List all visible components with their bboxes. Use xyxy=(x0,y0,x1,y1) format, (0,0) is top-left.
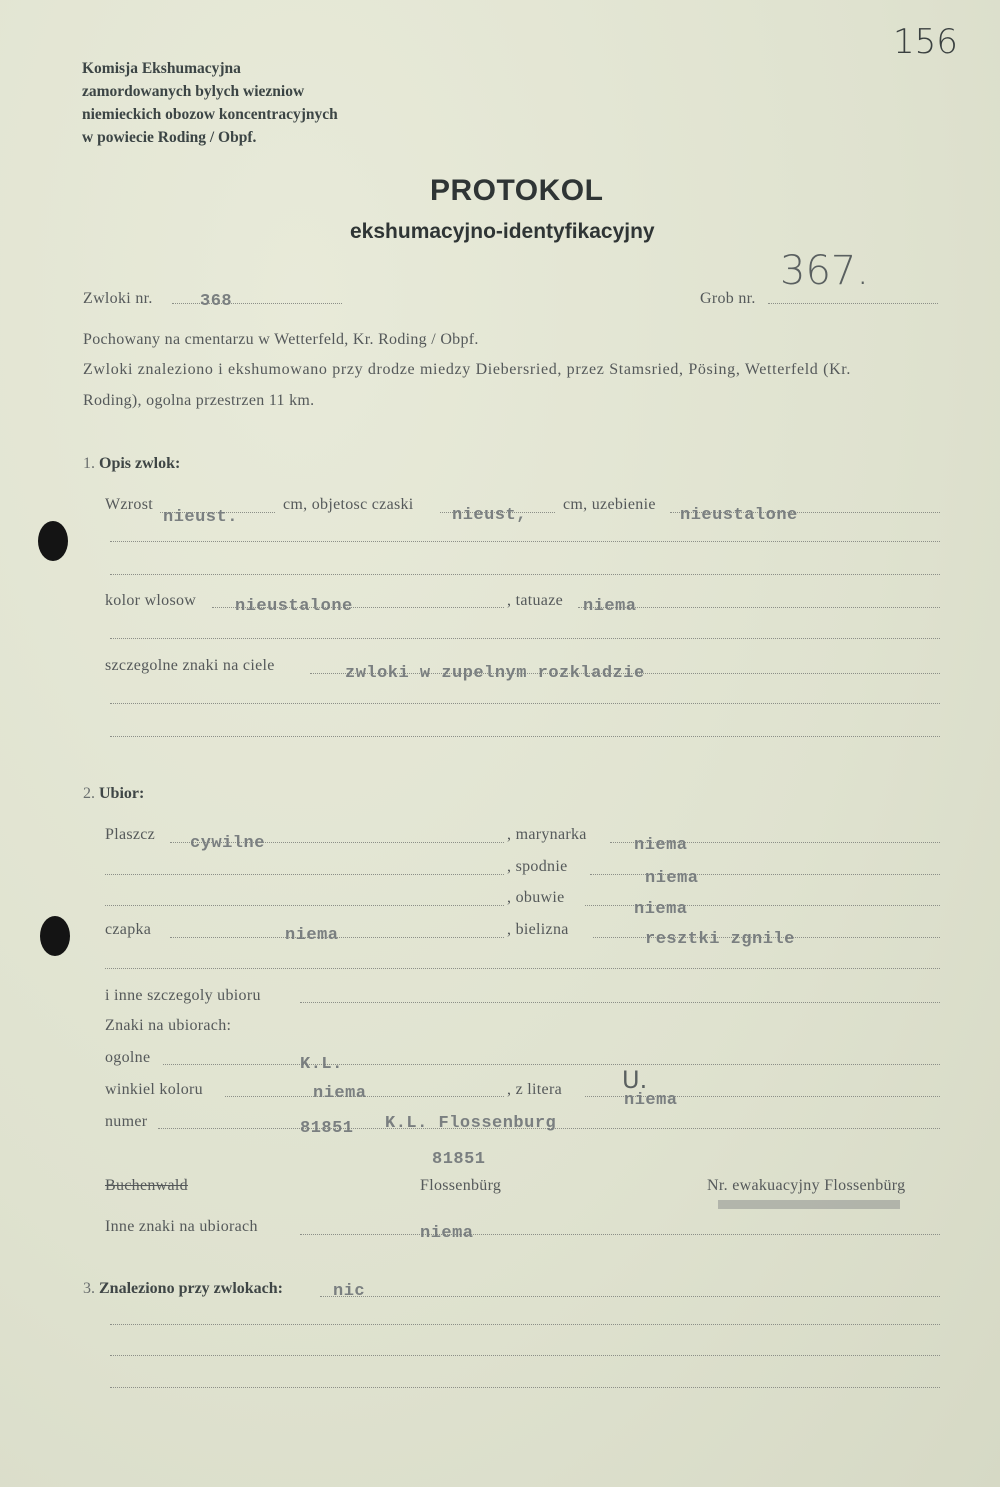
spodnie-label: , spodnie xyxy=(507,858,568,875)
document-title: PROTOKOL xyxy=(430,174,604,207)
section-3-title: Znaleziono przy zwlokach: xyxy=(99,1280,283,1297)
header-line-3: niemieckich obozow koncentracyjnych xyxy=(82,106,338,123)
znaleziono-line-3 xyxy=(110,1355,940,1356)
z-litera-handwritten: U. xyxy=(622,1066,648,1094)
ogolne-line xyxy=(163,1064,940,1065)
header-line-1: Komisja Ekshumacyjna xyxy=(82,60,241,77)
punch-hole-bottom xyxy=(40,916,70,956)
grob-label: Grob nr. xyxy=(700,290,756,307)
kolor-wlosow-label: kolor wlosow xyxy=(105,592,197,609)
flossenburg-label: Flossenbürg xyxy=(420,1177,502,1194)
znaleziono-line-2 xyxy=(110,1324,940,1325)
marynarka-label: , marynarka xyxy=(507,826,587,843)
uzebienie-value: nieustalone xyxy=(680,506,798,525)
opis-extra-line-3 xyxy=(110,638,940,639)
czaska-value: nieust, xyxy=(452,506,527,525)
kolor-wlosow-value: nieustalone xyxy=(235,597,353,616)
ubior-blank-line-2 xyxy=(105,905,504,906)
opis-extra-line-4 xyxy=(110,703,940,704)
znaleziono-value: nic xyxy=(333,1282,366,1301)
zwloki-value: 368 xyxy=(200,292,233,311)
ogolne-label: ogolne xyxy=(105,1049,151,1066)
numer-second-value: 81851 xyxy=(432,1150,486,1169)
zwloki-label: Zwloki nr. xyxy=(83,290,153,307)
czapka-value: niema xyxy=(285,926,339,945)
ubior-blank-line-3 xyxy=(105,968,940,969)
ogolne-value: K.L. xyxy=(300,1055,343,1074)
inne-szczegoly-label: i inne szczegoly ubioru xyxy=(105,987,261,1004)
header-line-4: w powiecie Roding / Obpf. xyxy=(82,129,257,146)
inne-znaki-value: niema xyxy=(420,1224,474,1243)
plaszcz-value: cywilne xyxy=(190,834,265,853)
winkiel-koloru-label: winkiel koloru xyxy=(105,1081,203,1098)
section-1-title: Opis zwlok: xyxy=(99,455,181,472)
ewakuacyjny-label: Nr. ewakuacyjny Flossenbürg xyxy=(707,1177,906,1194)
section-2-number: 2. xyxy=(83,785,95,802)
section-1-heading xyxy=(83,455,180,473)
inne-znaki-label: Inne znaki na ubiorach xyxy=(105,1218,258,1235)
znaleziono-text-2: Roding), ogolna przestrzen 11 km. xyxy=(83,392,315,409)
z-litera-value: niema xyxy=(624,1091,678,1110)
wzrost-value: nieust. xyxy=(163,508,238,527)
section-3-number: 3. xyxy=(83,1280,95,1297)
cm-czaska-label: cm, objetosc czaski xyxy=(283,496,414,513)
znaleziono-text-1: Zwloki znaleziono i ekshumowano przy drodze miedzy Diebersried, przez Stamsried, Pösing, Wetterfeld (Kr. xyxy=(83,361,852,378)
szczegolne-znaki-label: szczegolne znaki na ciele xyxy=(105,657,275,674)
spodnie-line xyxy=(590,874,940,875)
opis-extra-line-5 xyxy=(110,736,940,737)
bielizna-value: resztki zgnile xyxy=(645,930,795,949)
wzrost-label: Wzrost xyxy=(105,496,154,513)
zwloki-line xyxy=(172,303,342,304)
tatuaze-value: niema xyxy=(583,597,637,616)
cm-uzebienie-label: cm, uzebienie xyxy=(563,496,656,513)
section-2-heading xyxy=(83,785,144,803)
buchenwald-label: Buchenwald xyxy=(105,1177,188,1194)
winkiel-koloru-value: niema xyxy=(313,1084,367,1103)
znaki-na-ubiorach-label: Znaki na ubiorach: xyxy=(105,1017,232,1034)
czapka-label: czapka xyxy=(105,921,152,938)
document-subtitle: ekshumacyjno-identyfikacyjny xyxy=(350,220,655,243)
obuwie-value: niema xyxy=(634,900,688,919)
szczegolne-znaki-value: zwloki w zupelnym rozkladzie xyxy=(345,664,645,683)
inne-znaki-line xyxy=(300,1234,940,1235)
ewakuacyjny-redacted xyxy=(718,1200,900,1209)
section-1-number: 1. xyxy=(83,455,95,472)
opis-extra-line-1 xyxy=(110,541,940,542)
section-2-title: Ubior: xyxy=(99,785,145,802)
ubior-blank-line-1 xyxy=(105,874,504,875)
opis-extra-line-2 xyxy=(110,574,940,575)
spodnie-value: niema xyxy=(645,869,699,888)
inne-szczegoly-line xyxy=(300,1002,940,1003)
numer-value: 81851 xyxy=(300,1119,354,1138)
obuwie-label: , obuwie xyxy=(507,889,565,906)
page-number: 156 xyxy=(893,22,958,62)
z-litera-label: , z litera xyxy=(507,1081,562,1098)
pochowany-text: Pochowany na cmentarzu w Wetterfeld, Kr. Roding / Obpf. xyxy=(83,331,479,348)
section-3-heading xyxy=(83,1280,283,1298)
grob-line xyxy=(768,303,938,304)
marynarka-value: niema xyxy=(634,836,688,855)
znaleziono-line-4 xyxy=(110,1387,940,1388)
tatuaze-label: , tatuaze xyxy=(507,592,563,609)
punch-hole-top xyxy=(38,521,68,561)
numer-label: numer xyxy=(105,1113,148,1130)
znaleziono-line-1 xyxy=(320,1296,940,1297)
header-line-2: zamordowanych bylych wiezniow xyxy=(82,83,305,100)
bielizna-label: , bielizna xyxy=(507,921,569,938)
numer-kl-flossenburg: K.L. Flossenburg xyxy=(385,1114,557,1133)
commission-header xyxy=(82,57,338,149)
grob-value: 367. xyxy=(780,248,870,294)
plaszcz-label: Plaszcz xyxy=(105,826,156,843)
